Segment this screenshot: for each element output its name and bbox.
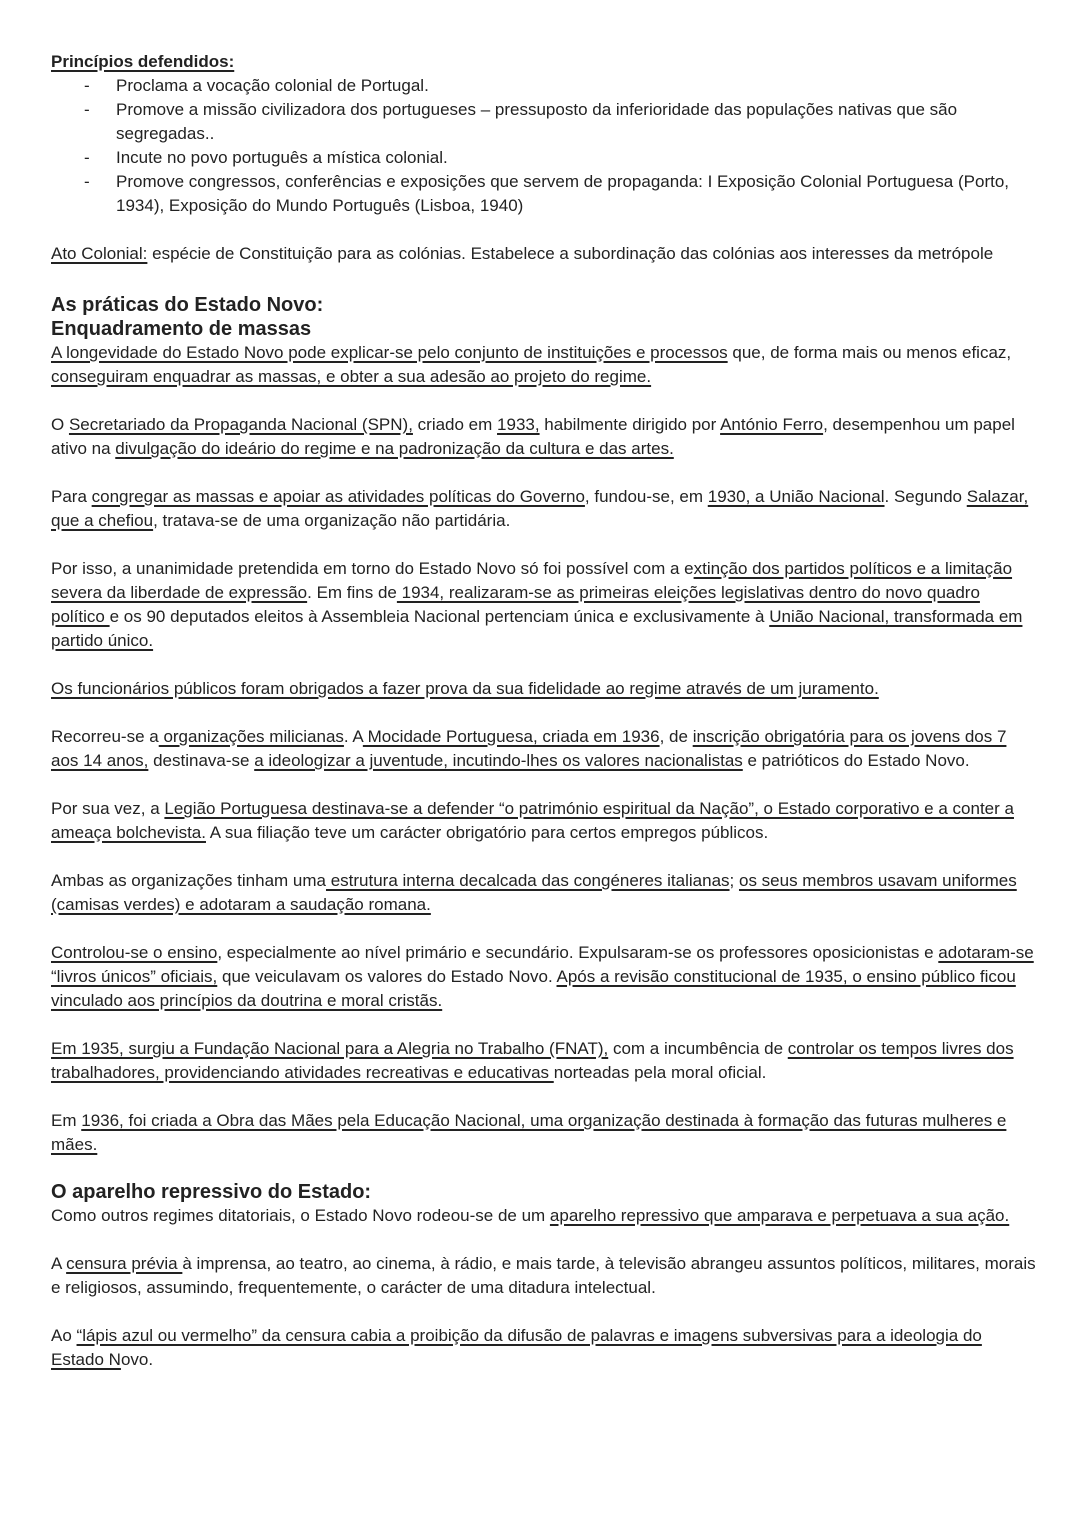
enquadramento-subheading: Enquadramento de massas	[51, 318, 312, 340]
text-span: A sua filiação teve um carácter obrigatório para certos empregos públicos.	[205, 823, 769, 842]
list-item	[51, 170, 1036, 218]
list-item	[51, 74, 1036, 98]
underlined-text: Legião Portuguesa destinava-se a defender “o património espiritual da Nação”, o Estado corporativo e a conter a ameaça bolchevista.	[51, 799, 1014, 842]
paragraph	[51, 1324, 1036, 1372]
underlined-text: estrutura interna decalcada das congéneres italianas	[325, 871, 730, 890]
list-item-text: Proclama a vocação colonial de Portugal.	[116, 76, 429, 95]
text-span: . A	[343, 727, 363, 746]
paragraph	[51, 1204, 1036, 1228]
bullet-dash: -	[84, 172, 90, 191]
paragraph	[51, 485, 1036, 533]
paragraph	[51, 941, 1036, 1013]
underlined-text: a ideologizar a juventude, incutindo-lhes os valores nacionalistas	[254, 751, 743, 770]
underlined-text: conseguiram enquadrar as massas, e obter a sua adesão ao projeto do regime.	[51, 367, 652, 386]
underlined-text: Controlou-se o ensino	[51, 943, 218, 962]
underlined-text: controlar os tempos livres dos trabalhadores, providenciando atividades recreativas e educativas	[51, 1039, 1014, 1082]
text-span: , especialmente ao nível primário e secundário. Expulsaram-se os professores oposicionistas e	[217, 943, 939, 962]
underlined-text: António Ferro	[720, 415, 824, 434]
text-span: A	[51, 1254, 67, 1273]
text-span: Por sua vez, a	[51, 799, 165, 818]
praticas-heading: As práticas do Estado Novo:	[51, 294, 324, 316]
text-span: Para	[51, 487, 92, 506]
underlined-text: Mocidade Portuguesa, criada em 1936	[362, 727, 660, 746]
text-span: Ao	[51, 1326, 77, 1345]
text-span: norteadas pela moral oficial.	[553, 1063, 767, 1082]
repressivo-body	[51, 1204, 1036, 1372]
principios-heading: Princípios defendidos:	[51, 52, 235, 71]
underlined-text: adotaram-se “livros únicos” oficiais,	[51, 943, 1034, 986]
underlined-text: 1936, foi criada a Obra das Mães pela Educação Nacional, uma organização destinada à formação das futuras mulheres e mães.	[51, 1111, 1007, 1154]
document-page	[51, 50, 1036, 1372]
text-span: O	[51, 415, 69, 434]
underlined-text: os seus membros usavam uniformes (camisas verdes) e adotaram a saudação romana.	[51, 871, 1017, 914]
text-span: Como outros regimes ditatoriais, o Estado Novo rodeou-se de um	[51, 1206, 550, 1225]
underlined-text: inscrição obrigatória para os jovens dos 7 aos 14 anos,	[51, 727, 1007, 770]
paragraph	[51, 1109, 1036, 1157]
underlined-text: “lápis azul ou vermelho” da censura cabia a proibição da difusão de palavras e imagens subversivas para a ideologia do Estado N	[51, 1326, 982, 1369]
paragraph	[51, 557, 1036, 653]
list-item-text: Promove congressos, conferências e exposições que servem de propaganda: I Exposição Colonial Portuguesa (Porto, 1934), Exposição do Mundo Português (Lisboa, 1940)	[116, 172, 1010, 215]
text-span: . Segundo	[884, 487, 967, 506]
paragraph	[51, 413, 1036, 461]
text-span: habilmente dirigido por	[539, 415, 721, 434]
paragraph	[51, 1252, 1036, 1300]
bullet-dash: -	[84, 148, 90, 167]
paragraph	[51, 1037, 1036, 1085]
paragraph	[51, 869, 1036, 917]
text-span: ovo.	[120, 1350, 154, 1369]
principios-list	[51, 74, 1036, 218]
text-span: , tratava-se de uma organização não partidária.	[153, 511, 511, 530]
underlined-text: censura prévia	[66, 1254, 183, 1273]
underlined-text: Em 1935, surgiu a Fundação Nacional para a Alegria no Trabalho (FNAT),	[51, 1039, 609, 1058]
paragraph	[51, 677, 1036, 701]
text-span: e os 90 deputados eleitos à Assembleia Nacional pertenciam única e exclusivamente à	[109, 607, 770, 626]
paragraph	[51, 797, 1036, 845]
list-item	[51, 98, 1036, 146]
underlined-text: 1934, realizaram-se as primeiras eleições legislativas dentro do novo quadro político	[51, 583, 980, 626]
ato-colonial-term: Ato Colonial:	[51, 244, 148, 263]
paragraph	[51, 341, 1036, 389]
underlined-text: Após a revisão constitucional de 1935, o ensino público ficou vinculado aos princípios da doutrina e moral cristãs.	[51, 967, 1016, 1010]
ato-colonial-paragraph	[51, 242, 1036, 266]
text-span: destinava-se	[148, 751, 255, 770]
text-span: Por isso, a unanimidade pretendida em torno do Estado Novo só foi possível com a e	[51, 559, 694, 578]
underlined-text: 1930, a União Nacional	[707, 487, 885, 506]
text-span: criado em	[412, 415, 498, 434]
text-span: que veiculavam os valores do Estado Novo.	[217, 967, 557, 986]
text-span: ;	[729, 871, 739, 890]
praticas-body	[51, 341, 1036, 1157]
underlined-text: Secretariado da Propaganda Nacional (SPN),	[68, 415, 413, 434]
underlined-text: 1933,	[497, 415, 540, 434]
paragraph	[51, 725, 1036, 773]
text-span: Ambas as organizações tinham uma	[51, 871, 326, 890]
text-span: . Em fins de	[307, 583, 397, 602]
text-span: , fundou-se, em	[584, 487, 708, 506]
list-item	[51, 146, 1036, 170]
text-span: e patrióticos do Estado Novo.	[742, 751, 970, 770]
underlined-text: A longevidade do Estado Novo pode explicar-se pelo conjunto de instituições e processos	[51, 343, 728, 362]
underlined-text: xtinção dos partidos políticos e a limitação severa da liberdade de expressão	[51, 559, 1013, 602]
underlined-text: Salazar, que a chefiou	[51, 487, 1029, 530]
ato-colonial-text: espécie de Constituição para as colónias. Estabelece a subordinação das colónias aos interesses da metrópole	[147, 244, 994, 263]
bullet-dash: -	[84, 76, 90, 95]
repressivo-heading: O aparelho repressivo do Estado:	[51, 1181, 372, 1203]
text-span: Recorreu-se a	[51, 727, 159, 746]
underlined-text: congregar as massas e apoiar as atividades políticas do Governo	[91, 487, 585, 506]
underlined-text: organizações milicianas	[158, 727, 344, 746]
text-span: , desempenhou um papel ativo na	[51, 415, 1015, 458]
list-item-text: Incute no povo português a mística colonial.	[116, 148, 448, 167]
list-item-text: Promove a missão civilizadora dos portugueses – pressuposto da inferioridade das populações nativas que são segregadas..	[116, 100, 958, 143]
bullet-dash: -	[84, 100, 90, 119]
text-span: Em	[51, 1111, 82, 1130]
underlined-text: aparelho repressivo que amparava e perpetuava a sua ação.	[549, 1206, 1010, 1225]
underlined-text: Os funcionários públicos foram obrigados a fazer prova da sua fidelidade ao regime através de um juramento.	[51, 679, 879, 698]
underlined-text: União Nacional, transformada em partido único.	[51, 607, 1023, 650]
text-span: , de	[659, 727, 693, 746]
underlined-text: divulgação do ideário do regime e na padronização da cultura e das artes.	[115, 439, 674, 458]
text-span: à imprensa, ao teatro, ao cinema, à rádio, e mais tarde, à televisão abrangeu assuntos políticos, militares, morais e religiosos, assumindo, frequentemente, o carácter de uma ditadura intelectual.	[51, 1254, 1036, 1297]
text-span: com a incumbência de	[608, 1039, 788, 1058]
text-span: que, de forma mais ou menos eficaz,	[727, 343, 1012, 362]
